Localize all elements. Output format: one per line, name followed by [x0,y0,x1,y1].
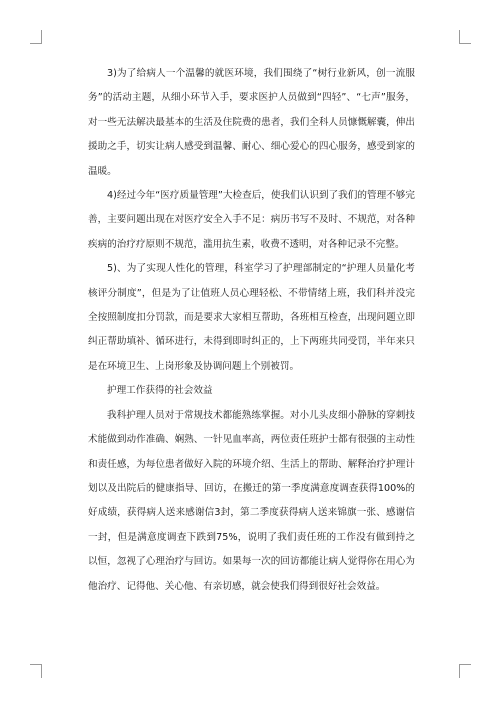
paragraph-4: 4)经过今年“医疗质量管理”大检查后，使我们认识到了我们的管理不够完善，主要问题出现在对医疗安全入手不足：病历书写不及时、不规范，对各种疾病的治疗疗原则不规范，滥用抗生素，收费不透明，对各种记录不完整。 [88,190,415,250]
paragraph-5: 5)、为了实现人性化的管理，科室学习了护理部制定的“护理人员量化考核评分制度”，但是为了让值班人员心理轻松、不带情绪上班，我们科并没完全按照制度扣分罚款，而是要求大家相互帮助，各班相互检查，出现问题立即纠正帮助填补、循环进行，未得到即时纠正的，上下两班共同受罚，半年来只是在环境卫生、上岗形象及协调问题上个别被罚。 [88,263,415,372]
closing-paragraph: 我科护理人员对于常规技术都能熟练掌握。对小儿头皮细小静脉的穿刺技术能做到动作准确、娴熟、一针见血率高，两位责任班护士都有很强的主动性和责任感，为每位患者做好入院的环境介绍、生活上的帮助、解释治疗护理计划以及出院后的健康指导、回访，在搬迁的第一季度满意度调查获得100%的好成绩，获得病人送来感谢信3封，第二季度获得病人送来锦旗一张、感谢信一封，但是满意度调查下跌到75%，说明了我们责任班的工作没有做到持之以恒，忽视了心理治疗与回访。如果每一次的回访都能让病人觉得你在用心为他治疗、记得他、关心他、有亲切感，就会使我们得到很好社会效益。 [88,409,415,592]
crop-mark-bottom-left [30,664,42,678]
crop-mark-top-right [459,30,471,44]
crop-mark-top-left [30,30,42,44]
document-body [88,62,415,599]
section-title: 护理工作获得的社会效益 [107,385,213,397]
paragraph-3: 3)为了给病人一个温馨的就医环境，我们围绕了“树行业新风，创一流服务”的活动主题，从细小环节入手，要求医护人员做到“四轻”、“七声”服务，对一些无法解决最基本的生活及住院费的患者，我们全科人员慷慨解囊，伸出援助之手，切实让病人感受到温馨、耐心、细心爱心的四心服务，感受到家的温暖。 [88,68,415,177]
crop-mark-bottom-right [459,664,471,678]
